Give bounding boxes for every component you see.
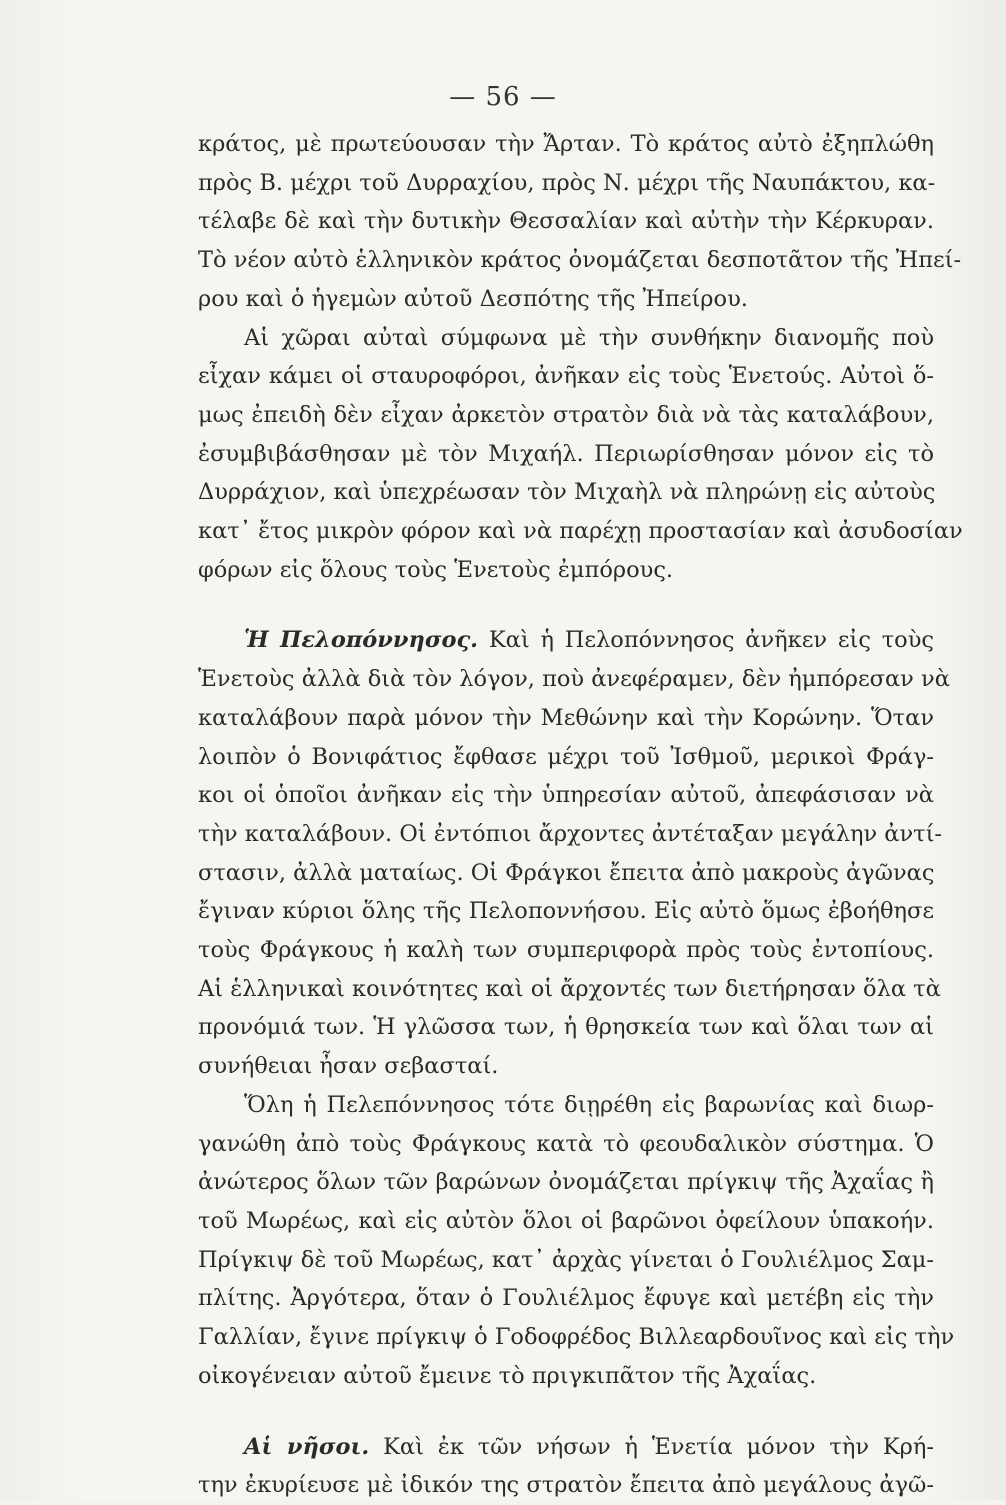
text-line: γανώθη ἀπὸ τοὺς Φράγκους κατὰ τὸ φεουδαλικὸν σύστημα. Ὁ <box>198 1130 934 1157</box>
text-line: Ὅλη ἡ Πελεπόννησος τότε διῃρέθη εἰς βαρωνίας καὶ διωρ- <box>244 1091 934 1118</box>
text-line: κράτος, μὲ πρωτεύουσαν τὴν Ἄρταν. Τὸ κράτος αὐτὸ ἐξηπλώθη <box>198 131 934 157</box>
text-line: τοὺς Φράγκους ἡ καλὴ των συμπεριφορὰ πρὸς τοὺς ἐντοπίους. <box>198 937 934 964</box>
text-line: Δυρράχιον, καὶ ὑπεχρέωσαν τὸν Μιχαὴλ νὰ πληρώνῃ εἰς αὐτοὺς <box>198 479 936 506</box>
text-line: μως ἐπειδὴ δὲν εἶχαν ἀρκετὸν στρατὸν διὰ νὰ τὰς καταλάβουν, <box>198 401 934 428</box>
text-line: στασιν, ἀλλὰ ματαίως. Οἱ Φράγκοι ἔπειτα ἀπὸ μακροὺς ἀγῶνας <box>198 859 935 886</box>
text-line: καταλάβουν παρὰ μόνον τὴν Μεθώνην καὶ τὴν Κορώνην. Ὅταν <box>198 704 934 731</box>
text-line: την ἐκυρίευσε μὲ ἰδικόν της στρατὸν ἔπειτα ἀπὸ μεγάλους ἀγῶ- <box>198 1472 934 1499</box>
text-line: συνήθειαι ἦσαν σεβασταί. <box>198 1053 499 1080</box>
text-line: τέλαβε δὲ καὶ τὴν δυτικὴν Θεσσαλίαν καὶ αὐτὴν τὴν Κέρκυραν. <box>198 208 934 235</box>
text-line <box>198 621 934 660</box>
paragraph-islands <box>198 1428 934 1505</box>
text-line: τοῦ Μωρέως, καὶ εἰς αὐτὸν ὅλοι οἱ βαρῶνοι ὀφείλουν ὑπακοήν. <box>198 1207 934 1234</box>
text-line: Αἱ ἑλληνικαὶ κοινότητες καὶ οἱ ἄρχοντές των διετήρησαν ὅλα τὰ <box>198 975 941 1002</box>
text-line: τὴν καταλάβουν. Οἱ ἐντόπιοι ἄρχοντες ἀντέταξαν μεγάλην ἀντί- <box>198 820 943 847</box>
text-line: κοι οἱ ὁποῖοι ἀνῆκαν εἰς τὴν ὑπηρεσίαν αὐτοῦ, ἀπεφάσισαν νὰ <box>198 782 934 809</box>
text-line <box>198 1428 934 1467</box>
text-line: ρου καὶ ὁ ἡγεμὼν αὐτοῦ Δεσπότης τῆς Ἠπείρου. <box>198 285 748 312</box>
section-heading-islands: Αἱ νῆσοι. <box>244 1433 370 1460</box>
body-text <box>198 125 963 1505</box>
text-line: πλίτης. Ἀργότερα, ὅταν ὁ Γουλιέλμος ἔφυγε καὶ μετέβη εἰς τὴν <box>198 1285 934 1312</box>
text-line: φόρων εἰς ὅλους τοὺς Ἑνετοὺς ἐμπόρους. <box>198 556 674 583</box>
text-line: Γαλλίαν, ἔγινε πρίγκιψ ὁ Γοδοφρέδος Βιλλεαρδουῖνος καὶ εἰς τὴν <box>198 1324 955 1351</box>
page-number: — 56 — <box>449 82 557 112</box>
section-heading-peloponnese: Ἡ Πελοπόννησος. <box>244 627 479 654</box>
text-line: ἔγιναν κύριοι ὅλης τῆς Πελοποννήσου. Εἰς αὐτὸ ὅμως ἐβοήθησε <box>198 898 934 925</box>
text-line: πρὸς Β. μέχρι τοῦ Δυρραχίου, πρὸς Ν. μέχρι τῆς Ναυπάκτου, κα- <box>198 169 936 196</box>
text-line: Τὸ νέον αὐτὸ ἑλληνικὸν κράτος ὀνομάζεται δεσποτᾶτον τῆς Ἠπεί- <box>198 247 962 274</box>
text-line: Ἑνετοὺς ἀλλὰ διὰ τὸν λόγον, ποὺ ἀνεφέραμεν, δὲν ἠμπόρεσαν νὰ <box>198 666 950 693</box>
section-gap <box>198 1396 934 1428</box>
text-line: ἐσυμβιβάσθησαν μὲ τὸν Μιχαήλ. Περιωρίσθησαν μόνον εἰς τὸ <box>198 440 934 467</box>
text-line: εἶχαν κάμει οἱ σταυροφόροι, ἀνῆκαν εἰς τοὺς Ἑνετούς. Αὐτοὶ ὅ- <box>198 363 934 390</box>
text-line: οἰκογένειαν αὐτοῦ ἔμεινε τὸ πριγκιπᾶτον τῆς Ἀχαΐας. <box>198 1362 817 1389</box>
text-line: ἀνώτερος ὅλων τῶν βαρώνων ὀνομάζεται πρίγκιψ τῆς Ἀχαΐας ἢ <box>198 1169 934 1196</box>
text-line: προνόμιά των. Ἡ γλῶσσα των, ἡ θρησκεία των καὶ ὅλαι των αἱ <box>198 1014 934 1041</box>
text-run: Καὶ ἡ Πελοπόννησος ἀνῆκεν εἰς τοὺς <box>488 627 934 654</box>
paragraph-despotate <box>198 125 962 319</box>
text-line: κατ᾽ ἔτος μικρὸν φόρον καὶ νὰ παρέχῃ προστασίαν καὶ ἀσυδοσίαν <box>198 518 963 545</box>
section-gap <box>198 589 934 621</box>
paragraph-peloponnese <box>198 621 950 1085</box>
text-line: λοιπὸν ὁ Βονιφάτιος ἔφθασε μέχρι τοῦ Ἰσθμοῦ, μερικοὶ Φράγ- <box>198 743 934 770</box>
paragraph-venetians <box>198 319 963 590</box>
text-line: Πρίγκιψ δὲ τοῦ Μωρέως, κατ᾽ ἀρχὰς γίνεται ὁ Γουλιέλμος Σαμ- <box>198 1246 935 1273</box>
text-line: Αἱ χῶραι αὐταὶ σύμφωνα μὲ τὴν συνθήκην διανομῆς ποὺ <box>244 324 934 351</box>
text-run: Καὶ ἐκ τῶν νήσων ἡ Ἑνετία μόνον τὴν Κρή- <box>383 1433 934 1460</box>
paragraph-baronies <box>198 1086 955 1396</box>
